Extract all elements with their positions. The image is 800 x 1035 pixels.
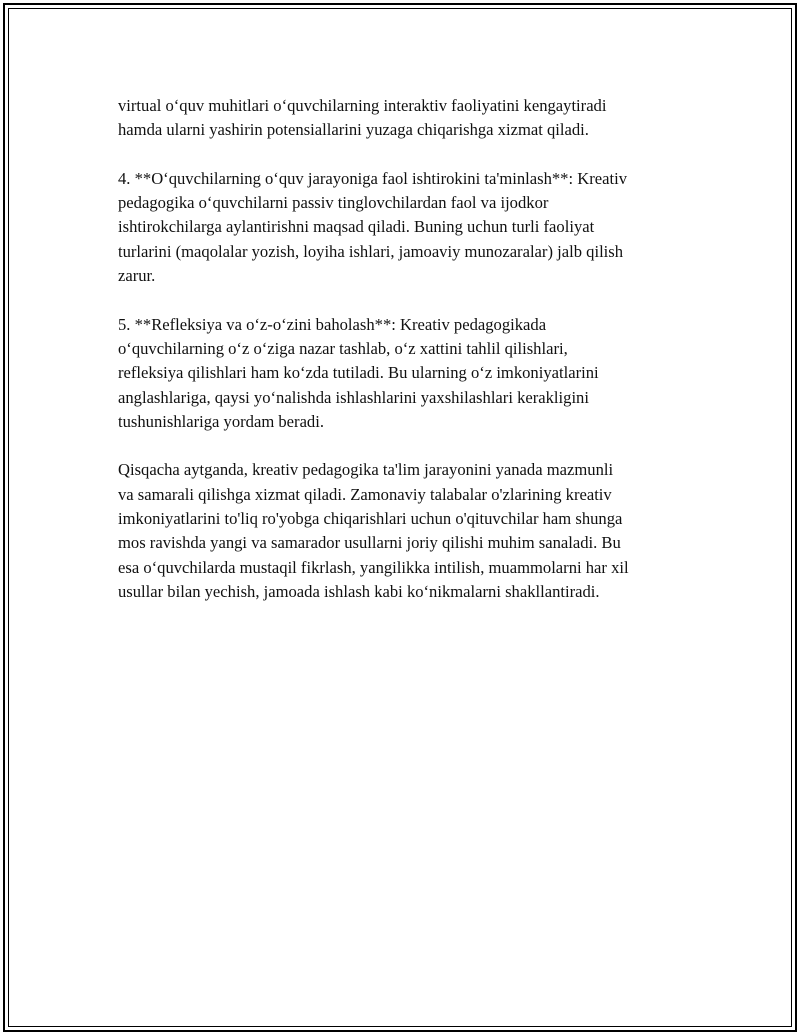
paragraph-point-5 <box>118 313 688 434</box>
document-body <box>118 94 688 629</box>
text-line: 4. **O‘quvchilarning o‘quv jarayoniga faol ishtirokini ta'minlash**: Kreativ <box>118 168 627 188</box>
text-line: hamda ularni yashirin potensiallarini yuzaga chiqarishga xizmat qiladi. <box>118 120 589 140</box>
paragraph-conclusion <box>118 458 688 604</box>
text-line: tushunishlariga yordam beradi. <box>118 411 324 431</box>
text-line: Qisqacha aytganda, kreativ pedagogika ta'lim jarayonini yanada mazmunli <box>118 460 614 480</box>
text-line: va samarali qilishga xizmat qiladi. Zamonaviy talabalar o'zlarining kreativ <box>118 484 612 504</box>
text-line: ishtirokchilarga aylantirishni maqsad qiladi. Buning uchun turli faoliyat <box>118 217 595 237</box>
text-line: anglashlariga, qaysi yo‘nalishda ishlashlarini yaxshilashlari kerakligini <box>118 387 589 407</box>
text-line: zarur. <box>118 266 156 286</box>
text-line: 5. **Refleksiya va o‘z-o‘zini baholash**: Kreativ pedagogikada <box>118 314 547 334</box>
text-line: mos ravishda yangi va samarador usullarni joriy qilishi muhim sanaladi. Bu <box>118 533 621 553</box>
paragraph-intro-continuation <box>118 94 688 143</box>
text-line: refleksiya qilishlari ham ko‘zda tutiladi. Bu ularning o‘z imkoniyatlarini <box>118 363 599 383</box>
text-line: turlarini (maqolalar yozish, loyiha ishlari, jamoaviy munozaralar) jalb qilish <box>118 241 624 261</box>
text-line: pedagogika o‘quvchilarni passiv tinglovchilardan faol va ijodkor <box>118 193 549 213</box>
text-line: imkoniyatlarini to'liq ro'yobga chiqarishlari uchun o'qituvchilar ham shunga <box>118 509 623 529</box>
text-line: virtual o‘quv muhitlari o‘quvchilarning interaktiv faoliyatini kengaytiradi <box>118 96 607 115</box>
text-line: esa o‘quvchilarda mustaqil fikrlash, yangilikka intilish, muammolarni har xil <box>118 557 629 577</box>
paragraph-point-4 <box>118 167 688 288</box>
text-line: usullar bilan yechish, jamoada ishlash kabi ko‘nikmalarni shakllantiradi. <box>118 581 600 601</box>
text-line: o‘quvchilarning o‘z o‘ziga nazar tashlab, o‘z xattini tahlil qilishlari, <box>118 338 568 358</box>
